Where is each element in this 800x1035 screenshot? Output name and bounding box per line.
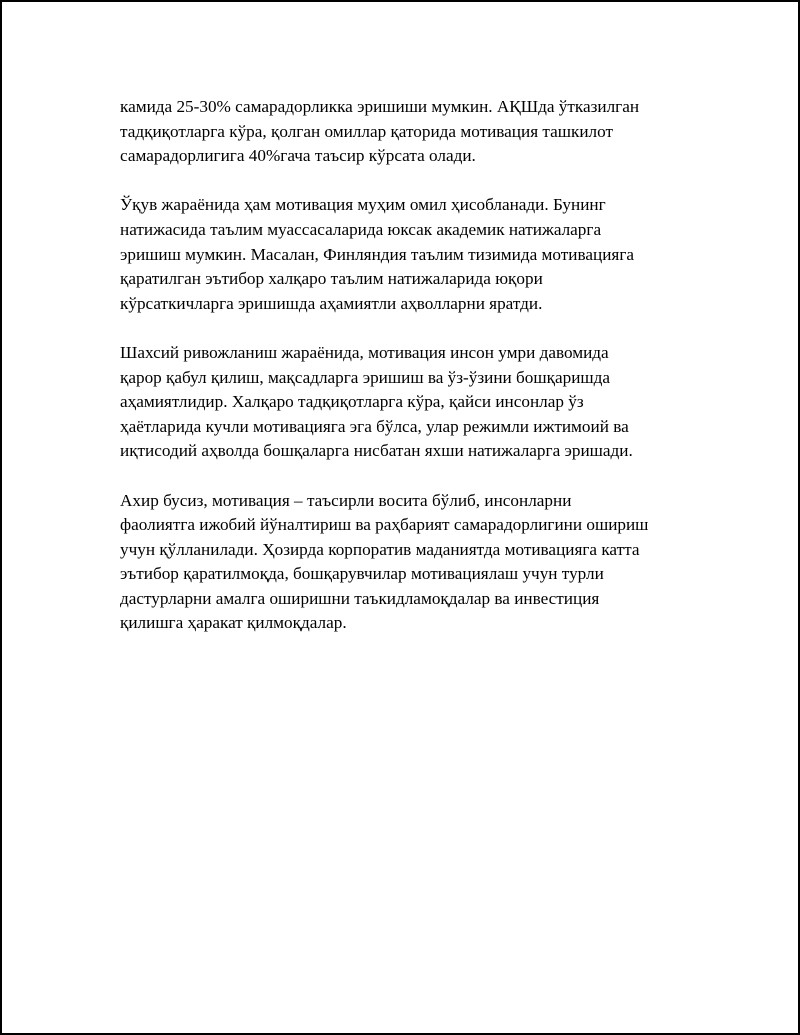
text-line: қилишга ҳаракат қилмоқдалар. <box>120 613 347 633</box>
text-line: эришиш мумкин. Масалан, Финляндия таълим тизимида мотивацияга <box>120 244 634 264</box>
text-line: камида 25-30% самарадорликка эришиши мумкин. АҚШда ўтказилган <box>120 97 640 116</box>
text-line: кўрсаткичларга эришишда аҳамиятли аҳволларни яратди. <box>120 293 543 313</box>
text-line: аҳамиятлидир. Халқаро тадқиқотларга кўра, қайси инсонлар ўз <box>120 392 584 412</box>
text-line: эътибор қаратилмоқда, бошқарувчилар мотивациялаш учун турли <box>120 564 604 584</box>
paragraph-1 <box>120 95 720 169</box>
text-line: Ахир бусиз, мотивация – таъсирли восита бўлиб, инсонларни <box>120 490 572 510</box>
text-line: учун қўлланилади. Ҳозирда корпоратив маданиятда мотивацияга катта <box>120 539 640 559</box>
paragraph-3 <box>120 341 720 464</box>
text-line: иқтисодий аҳволда бошқаларга нисбатан яхши натижаларга эришади. <box>120 441 633 461</box>
document-body <box>120 95 720 661</box>
text-line: тадқиқотларга кўра, қолган омиллар қаторида мотивация ташкилот <box>120 121 613 141</box>
paragraph-2 <box>120 193 720 316</box>
text-line: ҳаётларида кучли мотивацияга эга бўлса, улар режимли ижтимоий ва <box>120 416 629 436</box>
text-line: Ўқув жараёнида ҳам мотивация муҳим омил ҳисобланади. Бунинг <box>120 195 606 215</box>
text-line: қарор қабул қилиш, мақсадларга эришиш ва ўз-ўзини бошқаришда <box>120 367 610 387</box>
text-line: Шахсий ривожланиш жараёнида, мотивация инсон умри давомида <box>120 342 609 362</box>
text-line: натижасида таълим муассасаларида юксак академик натижаларга <box>120 219 602 239</box>
text-line: қаратилган эътибор халқаро таълим натижаларида юқори <box>120 269 543 289</box>
text-line: самарадорлигига 40%гача таъсир кўрсата олади. <box>120 146 476 166</box>
text-line: фаолиятга ижобий йўналтириш ва раҳбарият самарадорлигини ошириш <box>120 515 649 535</box>
text-line: дастурларни амалга оширишни таъкидламоқдалар ва инвестиция <box>120 588 600 608</box>
paragraph-4 <box>120 489 720 637</box>
